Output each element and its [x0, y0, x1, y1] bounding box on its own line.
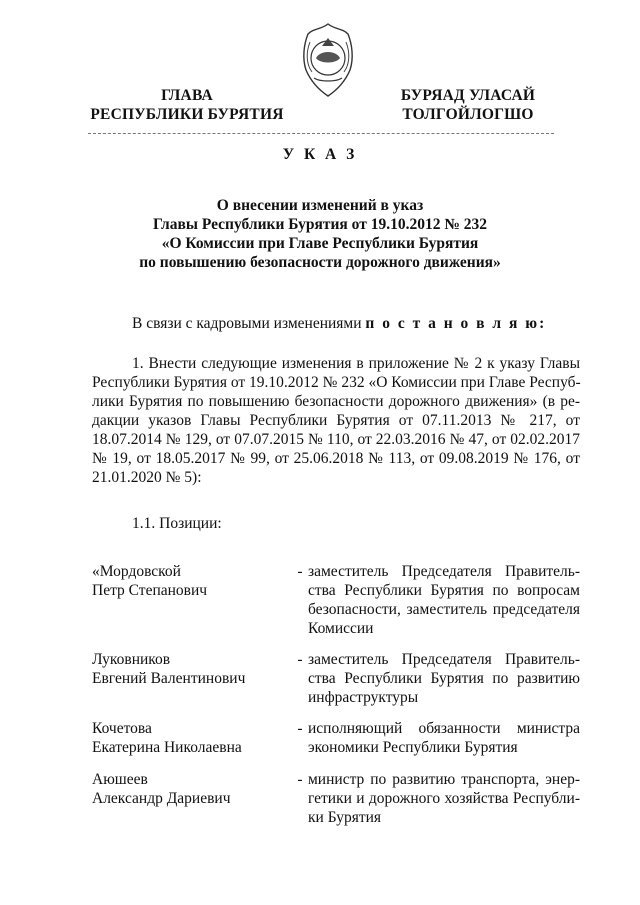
preamble-paragraph	[92, 314, 580, 333]
member-role	[308, 770, 580, 827]
role-line: гетики и дорожного хозяйства Республи-	[308, 790, 580, 807]
decree-word: п о с т а н о в л я ю:	[365, 315, 547, 332]
role-line: заместитель Председателя Правитель-	[308, 563, 580, 580]
item-1-line: № 19, от 18.05.2017 № 99, от 25.06.2018 № 113, от 09.08.2019 № 176, от	[92, 450, 580, 467]
document-type: У К А З	[282, 146, 358, 163]
member-name	[92, 719, 292, 757]
document-title	[60, 196, 580, 272]
member-name	[92, 562, 292, 600]
member-surname: Кочетова	[92, 720, 152, 737]
member-given-name: Петр Степанович	[92, 582, 208, 599]
role-line: Комиссии	[308, 620, 374, 637]
item-1-line: лики Бурятия по повышению безопасности дорожного движения» (в ре-	[92, 393, 580, 410]
issuer-line: ТОЛГОЙЛОГШО	[402, 106, 534, 123]
issuer-line: ГЛАВА	[161, 87, 213, 104]
role-line: безопасности, заместитель председателя	[308, 601, 580, 618]
member-dash: -	[297, 771, 303, 788]
role-line: ки Бурятия	[308, 809, 382, 826]
republic-coat-of-arms-icon	[296, 22, 360, 98]
title-line: по повышению безопасности дорожного движения»	[139, 254, 501, 271]
member-dash: -	[297, 720, 303, 737]
item-1-line: 1. Внести следующие изменения в приложение № 2 к указу Главы	[132, 355, 580, 372]
role-line: заместитель Председателя Правитель-	[308, 651, 580, 668]
issuer-header-bua	[388, 86, 548, 124]
member-given-name: Екатерина Николаевна	[92, 739, 242, 756]
member-role	[308, 650, 580, 707]
preamble-text: В связи с кадровыми изменениями	[132, 315, 366, 332]
role-line: экономики Республики Бурятия	[308, 739, 518, 756]
item-1-line: дакции указов Главы Республики Бурятия от 07.11.2013 № 217, от	[92, 412, 580, 429]
item-1-line: Республики Бурятия от 19.10.2012 № 232 «О Комиссии при Главе Респуб-	[92, 374, 581, 391]
issuer-line: РЕСПУБЛИКИ БУРЯТИЯ	[90, 106, 284, 123]
role-line: министр по развитию транспорта, энер-	[308, 771, 580, 788]
title-line: Главы Республики Бурятия от 19.10.2012 № 232	[152, 216, 488, 233]
role-line: ства Республики Бурятия по вопросам	[308, 582, 580, 599]
member-name	[92, 770, 292, 808]
member-name	[92, 650, 292, 688]
member-given-name: Александр Дариевич	[92, 790, 231, 807]
member-surname: Луковников	[92, 651, 171, 668]
member-dash: -	[297, 651, 303, 668]
role-line: ства Республики Бурятия по развитию	[308, 670, 580, 687]
member-role	[308, 719, 580, 757]
role-line: исполняющий обязанности министра	[308, 720, 580, 737]
item-1-line: 18.07.2014 № 129, от 07.07.2015 № 110, от 22.03.2016 № 47, от 02.02.2017	[92, 431, 580, 448]
member-dash: -	[297, 563, 303, 580]
issuer-line: БУРЯАД УЛАСАЙ	[400, 87, 536, 104]
item-1-paragraph	[92, 354, 580, 487]
member-surname: «Мордовской	[92, 563, 181, 580]
issuer-header-ru	[88, 86, 286, 124]
member-role	[308, 562, 580, 638]
item-1-line: 21.01.2020 № 5):	[92, 469, 202, 486]
header-divider	[88, 133, 554, 134]
subitem-1-1: 1.1. Позиции:	[132, 515, 222, 532]
title-line: «О Комиссии при Главе Республики Бурятия	[161, 235, 479, 252]
role-line: инфраструктуры	[308, 689, 419, 706]
title-line: О внесении изменений в указ	[216, 197, 424, 214]
member-surname: Аюшеев	[92, 771, 148, 788]
member-given-name: Евгений Валентинович	[92, 670, 246, 687]
